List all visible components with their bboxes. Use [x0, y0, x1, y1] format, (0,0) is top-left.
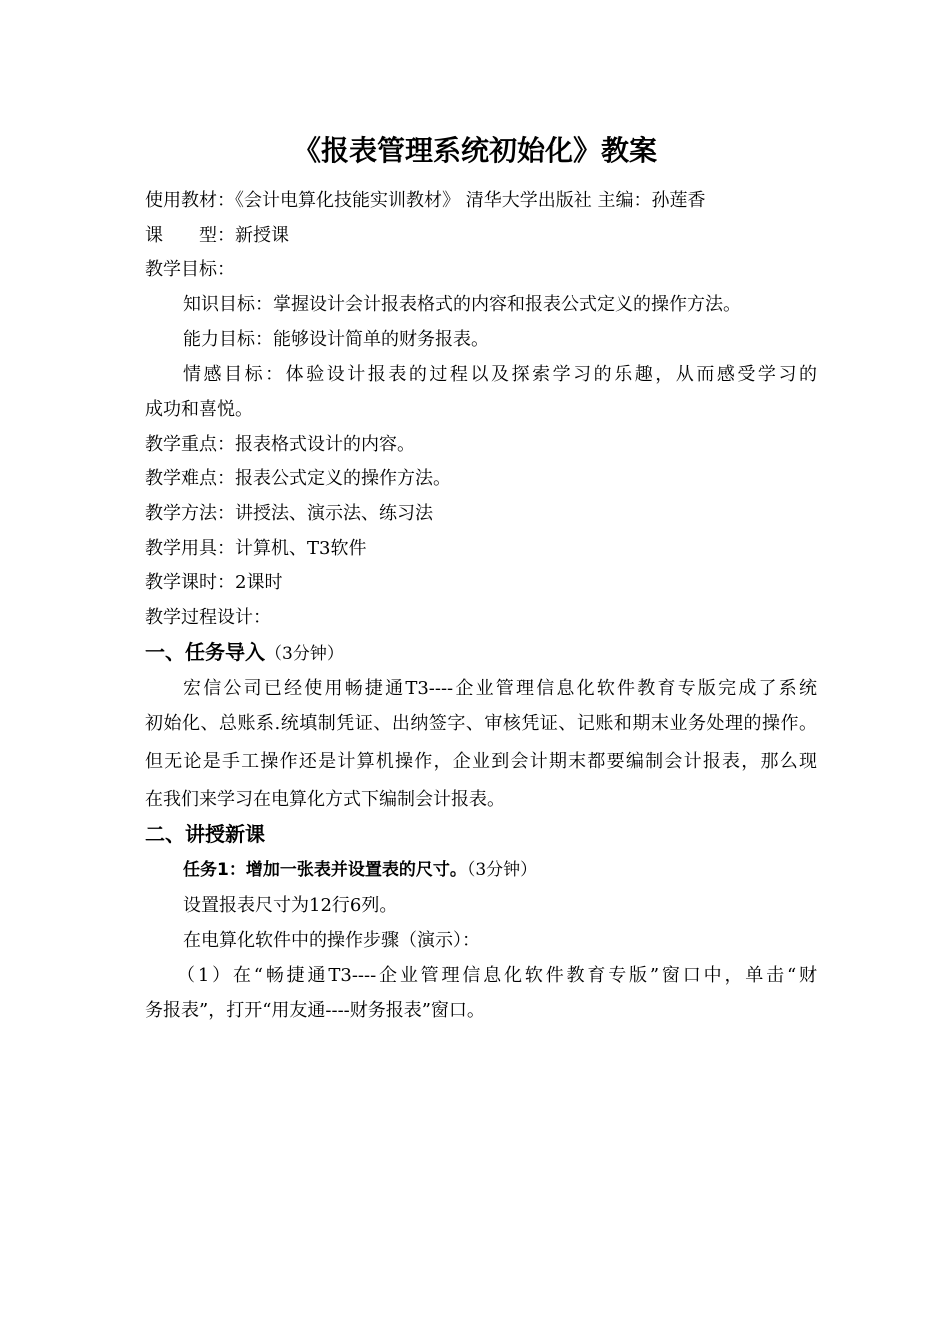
task-1-line [183, 858, 817, 882]
section-2-heading: 二、讲授新课 [145, 822, 265, 846]
hours-line: 教学课时：2课时 [145, 572, 283, 593]
steps-label-line: 在电算化软件中的操作步骤（演示）： [183, 930, 480, 951]
objectives-label: 教学目标： [145, 259, 235, 280]
section-1-title: 一、任务导入 [145, 640, 265, 664]
emotion-goal-line-2: 成功和喜悦。 [145, 399, 253, 420]
step-1-line-1: （1）在“畅捷通T3----企业管理信息化软件教育专版”窗口中，单击“财 [177, 965, 817, 986]
difficulty-line: 教学难点：报表公式定义的操作方法。 [145, 468, 451, 489]
task-1-duration: （3分钟） [466, 860, 538, 880]
tools-line: 教学用具：计算机、T3软件 [145, 538, 367, 559]
course-type-line: 课 型：新授课 [145, 225, 289, 246]
step-1-line-2: 务报表”，打开“用友通----财务报表”窗口。 [145, 1000, 485, 1021]
task-1-title: 任务1：增加一张表并设置表的尺寸。 [183, 860, 467, 880]
key-point-line: 教学重点：报表格式设计的内容。 [145, 434, 415, 455]
intro-paragraph-line-1: 宏信公司已经使用畅捷通T3----企业管理信息化软件教育专版完成了系统 [183, 678, 817, 699]
knowledge-goal-line: 知识目标：掌握设计会计报表格式的内容和报表公式定义的操作方法。 [183, 294, 741, 315]
intro-paragraph-line-3: 但无论是手工操作还是计算机操作，企业到会计期末都要编制会计报表，那么现 [145, 751, 817, 772]
textbook-line: 使用教材：《会计电算化技能实训教材》 清华大学出版社 主编：孙莲香 [145, 190, 706, 211]
methods-line: 教学方法：讲授法、演示法、练习法 [145, 503, 433, 524]
section-1-heading [145, 640, 817, 666]
ability-goal-line: 能力目标：能够设计简单的财务报表。 [183, 329, 489, 350]
section-1-duration: （3分钟） [265, 644, 344, 664]
intro-paragraph-line-2: 初始化、总账系.统填制凭证、出纳签字、审核凭证、记账和期末业务处理的操作。 [145, 713, 817, 734]
task-1-size-line: 设置报表尺寸为12行6列。 [183, 895, 398, 916]
process-label: 教学过程设计： [145, 607, 271, 628]
emotion-goal-line-1: 情感目标：体验设计报表的过程以及探索学习的乐趣，从而感受学习的 [183, 364, 817, 385]
document-title: 《报表管理系统初始化》教案 [292, 134, 657, 167]
intro-paragraph-line-4: 在我们来学习在电算化方式下编制会计报表。 [145, 789, 505, 810]
